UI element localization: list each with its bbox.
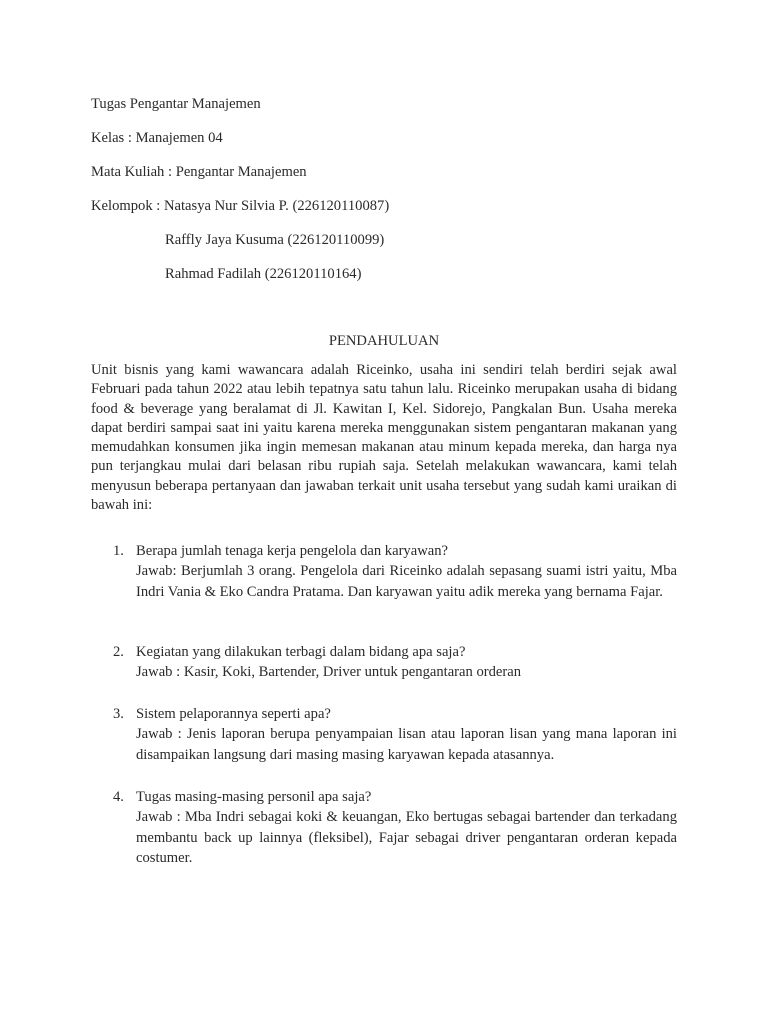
qa-answer: Jawab : Jenis laporan berupa penyampaian lisan atau laporan lisan yang mana laporan ini disampaikan langsung dari masing masing karyawan kepada atasannya. <box>136 726 677 763</box>
group-member-1: Kelompok : Natasya Nur Silvia P. (226120110087) <box>91 198 390 214</box>
group-member-3: Rahmad Fadilah (226120110164) <box>165 266 362 282</box>
doc-title-line: Tugas Pengantar Manajemen <box>91 96 261 112</box>
qa-number: 4. <box>113 789 124 805</box>
section-title: PENDAHULUAN <box>328 333 440 349</box>
qa-question: Kegiatan yang dilakukan terbagi dalam bidang apa saja? <box>136 644 466 660</box>
qa-answer: Jawab : Mba Indri sebagai koki & keuangan, Eko bertugas sebagai bartender dan terkadang membantu back up lainnya (fleksibel), Fajar sebagai driver pengantaran orderan kepada costumer. <box>136 809 677 866</box>
qa-answer: Jawab : Kasir, Koki, Bartender, Driver untuk pengantaran orderan <box>136 664 522 680</box>
qa-number: 3. <box>113 706 124 722</box>
course-line: Mata Kuliah : Pengantar Manajemen <box>91 164 307 180</box>
qa-answer: Jawab: Berjumlah 3 orang. Pengelola dari Riceinko adalah sepasang suami istri yaitu, Mba Indri Vania & Eko Candra Pratama. Dan karyawan yaitu adik mereka yang bernama Fajar. <box>136 563 677 600</box>
intro-paragraph: Unit bisnis yang kami wawancara adalah Riceinko, usaha ini sendiri telah berdiri sejak awal Februari pada tahun 2022 atau lebih tepatnya satu tahun lalu. Riceinko merupakan usaha di bidang food & beverage yang beralamat di Jl. Kawitan I, Kel. Sidorejo, Pangkalan Bun. Usaha mereka dapat berdiri sampai saat ini yaitu karena mereka menggunakan sistem pengantaran makanan yang memudahkan konsumen jika ingin memesan makanan atau minum kepada mereka, dan harga nya pun terjangkau mulai dari belasan ribu rupiah saja. Setelah melakukan wawancara, kami telah menyusun beberapa pertanyaan dan jawaban terkait unit usaha tersebut yang sudah kami uraikan di bawah ini: <box>91 362 677 514</box>
qa-question: Tugas masing-masing personil apa saja? <box>136 789 372 805</box>
qa-question: Berapa jumlah tenaga kerja pengelola dan karyawan? <box>136 543 448 559</box>
qa-number: 2. <box>113 644 124 660</box>
qa-question: Sistem pelaporannya seperti apa? <box>136 706 331 722</box>
class-line: Kelas : Manajemen 04 <box>91 130 223 146</box>
group-member-2: Raffly Jaya Kusuma (226120110099) <box>165 232 385 248</box>
qa-number: 1. <box>113 543 124 559</box>
